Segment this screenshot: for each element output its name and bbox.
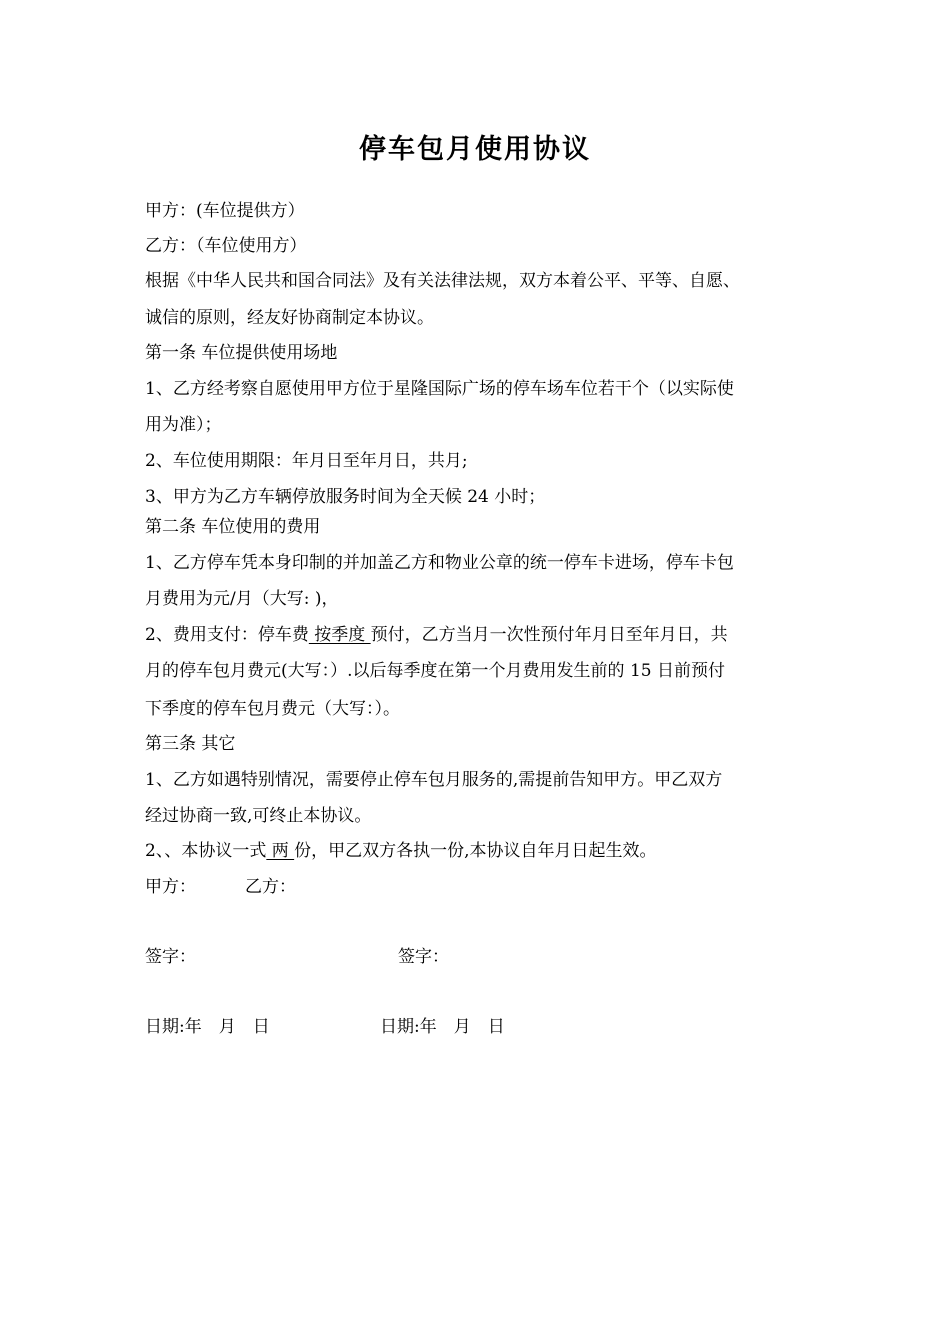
article-2-clause-2c: 下季度的停车包月费元（大写：）。	[145, 699, 400, 719]
article-2-clause-1b: 月费用为元/月（大写: )，	[145, 589, 339, 609]
party-a-header: 甲方：(车位提供方）	[145, 201, 305, 221]
intro-line-1: 根据《中华人民共和国合同法》及有关法律法规，双方本着公平、平等、自愿、	[145, 271, 740, 291]
article-3-title: 第三条 其它	[145, 734, 236, 754]
signature-party-b-label: 乙方：	[245, 877, 296, 897]
clause-text: 2、费用支付：停车费	[145, 625, 309, 645]
payment-period-underlined: 按季度	[308, 625, 371, 645]
intro-line-2: 诚信的原则，经友好协商制定本协议。	[145, 308, 434, 328]
article-1-clause-1b: 用为准）；	[145, 415, 222, 435]
clause-text: 份，甲乙双方各执一份,本协议自年月日起生效。	[294, 841, 657, 861]
article-2-clause-2a	[145, 622, 825, 648]
article-1-clause-1a: 1、乙方经考察自愿使用甲方位于星隆国际广场的停车场车位若干个（以实际使	[145, 379, 734, 399]
signature-party-a-label: 甲方：	[145, 877, 196, 897]
signature-b-field: 签字：	[398, 947, 449, 967]
copies-underlined: 两	[266, 841, 295, 861]
party-b-header: 乙方：（车位使用方）	[145, 236, 307, 256]
clause-text: 2、、本协议一式	[145, 841, 267, 861]
date-a-field: 日期:年 月 日	[145, 1017, 270, 1037]
article-3-clause-1a: 1、乙方如遇特别情况，需要停止停车包月服务的,需提前告知甲方。甲乙双方	[145, 770, 723, 790]
article-2-clause-1a: 1、乙方停车凭本身印制的并加盖乙方和物业公章的统一停车卡进场，停车卡包	[145, 553, 734, 573]
article-1-clause-3: 3、甲方为乙方车辆停放服务时间为全天候 24 小时；	[145, 487, 546, 507]
clause-text: 预付，乙方当月一次性预付年月日至年月日，共	[370, 625, 728, 645]
article-1-clause-2: 2、车位使用期限：年月日至年月日，共月;	[145, 451, 468, 471]
date-b-field: 日期:年 月 日	[380, 1017, 505, 1037]
article-2-clause-2b: 月的停车包月费元(大写：）.以后每季度在第一个月费用发生前的 15 日前预付	[145, 661, 725, 681]
article-3-clause-2	[145, 838, 825, 864]
signature-a-field: 签字：	[145, 947, 196, 967]
document-title: 停车包月使用协议	[359, 134, 591, 165]
article-1-title: 第一条 车位提供使用场地	[145, 343, 338, 363]
article-2-title: 第二条 车位使用的费用	[145, 517, 321, 537]
article-3-clause-1b: 经过协商一致,可终止本协议。	[145, 806, 372, 826]
